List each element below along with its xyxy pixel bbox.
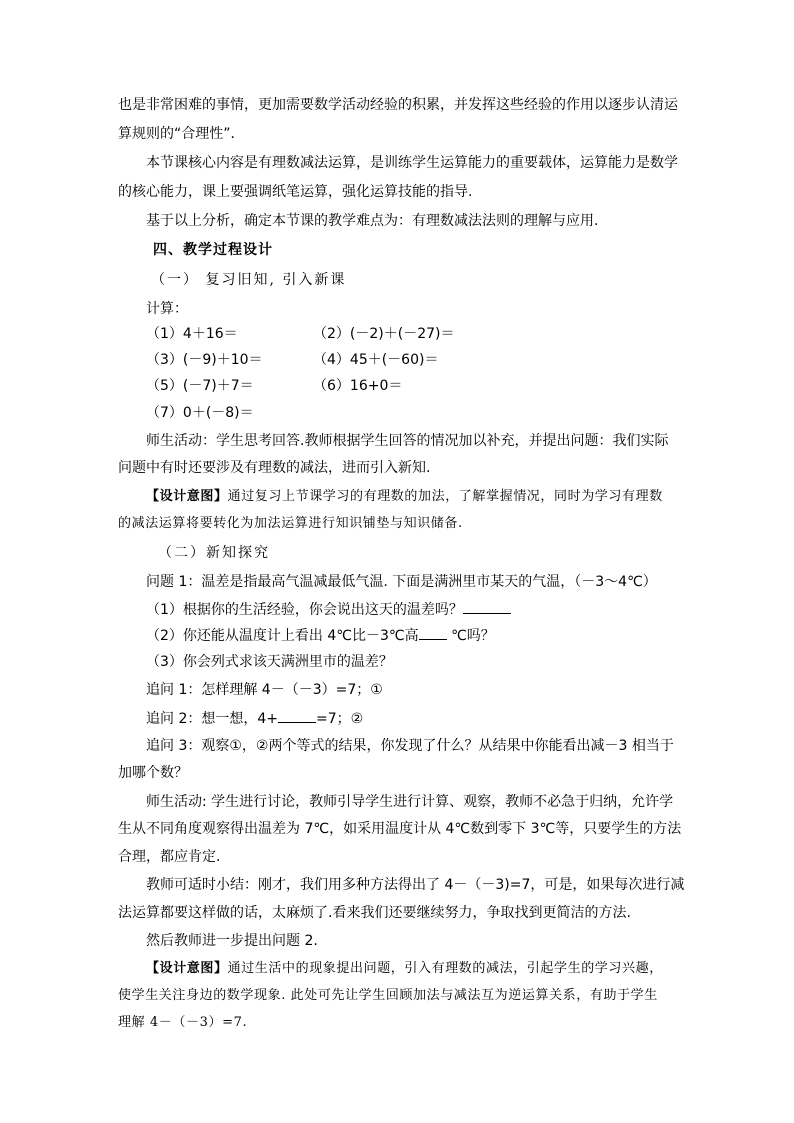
answer-blank xyxy=(463,599,511,614)
teacher-summary-line-2: 法运算都要这样做的话，太麻烦了.看来我们还要继续努力，争取找到更简洁的方法. xyxy=(118,905,631,921)
question-1-part-2-text-a: （2）你还能从温度计上看出 4℃比－3℃高 xyxy=(146,628,419,644)
design-intent-tag: 【设计意图】 xyxy=(146,489,228,504)
teacher-activity-2-line-3: 合理，都应肯定. xyxy=(118,849,221,865)
design-intent-1-text: 通过复习上节课学习的有理数的加法，了解掌握情况，同时为学习有理数 xyxy=(227,489,663,504)
follow-up-2 xyxy=(146,708,363,729)
follow-up-2-text-b: =7；② xyxy=(316,711,364,727)
teacher-next-question: 然后教师进一步提出问题 2. xyxy=(146,933,318,949)
paragraph-1-line-2: 算规则的“合理性”． xyxy=(118,126,245,142)
follow-up-3-line-1: 追问 3：观察①，②两个等式的结果，你发现了什么？从结果中你能看出减－3 相当于 xyxy=(146,738,674,754)
follow-up-1: 追问 1：怎样理解 4－（－3）=7；① xyxy=(146,682,383,698)
teacher-activity-2-line-1: 师生活动: 学生进行讨论，教师引导学生进行计算、观察，教师不必急于归纳，允许学 xyxy=(146,794,674,810)
answer-blank xyxy=(278,708,316,723)
subsection-2-heading: （二）新知探究 xyxy=(158,545,270,561)
exercise-3: （3）(－9)＋10＝ xyxy=(146,352,263,368)
design-intent-1-line-2: 的减法运算将要转化为加法运算进行知识铺垫与知识储备. xyxy=(118,516,463,531)
calc-label: 计算： xyxy=(146,301,188,317)
answer-blank xyxy=(419,625,447,640)
question-1-part-1-text: （1）根据你的生活经验，你会说出这天的温差吗？ xyxy=(146,602,463,618)
follow-up-2-text-a: 追问 2：想一想，4+ xyxy=(146,711,278,727)
question-1: 问题 1：温差是指最高气温减最低气温. 下面是满洲里市某天的气温，（－3～4℃） xyxy=(146,574,657,590)
exercise-7: （7）0＋(－8)＝ xyxy=(146,405,254,421)
design-intent-2-line-2: 使学生关注身边的数学现象. 此处可先让学生回顾加法与减法互为逆运算关系，有助于学生 xyxy=(118,988,658,1003)
exercise-2: （2）(－2)＋(－27)＝ xyxy=(313,326,455,342)
design-intent-2-text: 通过生活中的现象提出问题，引入有理数的减法，引起学生的学习兴趣， xyxy=(227,961,663,976)
design-intent-tag: 【设计意图】 xyxy=(146,961,228,976)
paragraph-3: 基于以上分析，确定本节课的教学难点为：有理数减法法则的理解与应用. xyxy=(146,213,599,229)
design-intent-2-line-1 xyxy=(146,959,663,979)
question-1-part-2-text-b: ℃吗？ xyxy=(446,628,495,644)
teacher-activity-1-line-1: 师生活动：学生思考回答.教师根据学生回答的情况加以补充，并提出问题：我们实际 xyxy=(146,433,669,449)
teacher-activity-1-line-2: 问题中有时还要涉及有理数的减法，进而引入新知. xyxy=(118,460,431,476)
question-1-part-1 xyxy=(146,599,511,620)
paragraph-1-line-1: 也是非常困难的事情，更加需要数学活动经验的积累，并发挥这些经验的作用以逐步认清运 xyxy=(118,97,678,113)
teacher-summary-line-1: 教师可适时小结：刚才，我们用多种方法得出了 4－（－3)=7，可是，如果每次进行减 xyxy=(146,877,685,893)
question-1-part-2 xyxy=(146,625,495,646)
paragraph-2-line-2: 的核心能力，课上要强调纸笔运算，强化运算技能的指导. xyxy=(118,184,473,200)
section-4-heading: 四、教学过程设计 xyxy=(153,242,273,258)
subsection-1-heading: （一） 复习旧知, 引入新课 xyxy=(151,272,347,288)
exercise-1: （1）4＋16＝ xyxy=(146,326,238,342)
paragraph-2-line-1: 本节课核心内容是有理数减法运算，是训练学生运算能力的重要载体，运算能力是数学 xyxy=(146,155,678,171)
design-intent-1-line-1 xyxy=(146,487,663,507)
design-intent-2-line-3: 理解 4－（－3）=7. xyxy=(118,1015,248,1030)
exercise-5: （5）(－7)＋7＝ xyxy=(146,378,254,394)
follow-up-3-line-2: 加哪个数？ xyxy=(118,765,188,781)
question-1-part-3: （3）你会列式求该天满洲里市的温差？ xyxy=(146,654,393,670)
exercise-6: （6）16+0＝ xyxy=(313,378,403,394)
teacher-activity-2-line-2: 生从不同角度观察得出温差为 7℃，如采用温度计从 4℃数到零下 3℃等，只要学生的方法 xyxy=(118,821,682,837)
exercise-4: （4）45＋(－60)＝ xyxy=(313,352,439,368)
